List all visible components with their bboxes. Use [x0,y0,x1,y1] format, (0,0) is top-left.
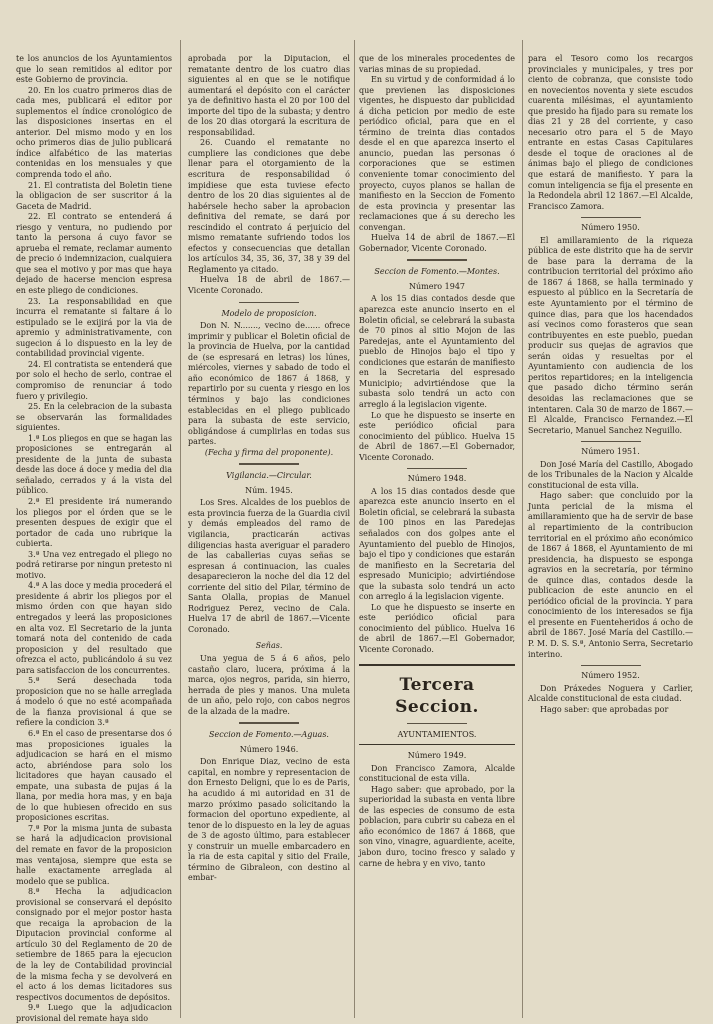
paragraph: Don José María del Castillo, Abogado de los Tribunales de la Nacion y Alcalde constitucional de esta villa. [528,459,693,490]
model-title: Modelo de proposicion. [221,308,317,318]
column-3 [359,54,515,1014]
paragraph: 1.ª Los pliegos en que se hagan las proposiciones se entregarán al presidente de la junta de subasta desde las doce á doce y media del dia señalado, cerrados y á la vista del público. [16,433,172,496]
paragraph: 23. La responsabilidad en que incurra el rematante si faltare á lo estipulado se le exijirá por la via de apremio y administrativamente, con sugecion á lo dispuesto en la ley de contabilidad provincial vigente. [16,296,172,359]
section-heading: Seccion de Fomento.—Montes. [374,267,500,277]
paragraph: Don Práxedes Noguera y Carlier, Alcalde constitucional de esta ciudad. [528,683,693,704]
signature: Huelva 14 de abril de 1867.—El Gobernador, Vicente Coronado. [359,233,515,253]
paragraph: 9.ª Luego que la adjudicacion provisional del remate haya sido [16,1003,172,1023]
paragraph: 24. El contratista se entenderá que por solo el hecho de serlo, contrae el compromiso de renunciar á todo fuero y privilegio. [16,359,172,401]
paragraph: 5.ª Será desechada toda proposicion que no se halle arreglada á modelo ó que no esté acompañada de la fianza provisional á que se refiere la condicion 3.ª [16,676,172,728]
section-banner [359,664,515,746]
paragraph: Don Enrique Diaz, vecino de esta capital, en nombre y representacion de don Ernesto Deligni, que lo es de Paris, ha acudido á mi autoridad en 31 de marzo próximo pasado solicitando la formacion del oportuno expediente, al tenor de lo dispuesto en la ley de aguas de 3 de agosto último, para establecer y construir un muelle embarcadero en la ria de esta capital y sitio del Fraile, término de Gibraleon, con destino al embar- [188,757,350,883]
divider [581,441,641,442]
paragraph: que de los minerales procedentes de varias minas de su propiedad. [359,54,515,74]
paragraph: Lo que he dispuesto se inserte en este periódico oficial para conocimiento del público. Huelva 16 de abril de 1867.—El Gobernador, Vicente Coronado. [359,602,515,654]
notice-number: Número 1949. [407,751,467,761]
section-heading: Vigilancia.—Circular. [226,471,312,481]
paragraph: El amillaramiento de la riqueza pública de este distrito que ha de servir de base para la derrama de la contribucion territorial del próximo año de 1867 á 1868, se halla terminado y espuesto al público en la Secretaría de este Ayuntamiento por el término de quince dias, para que los hacendados así vecinos como forasteros que sean contribuyentes en este pueblo, puedan producir sus quejas de agravios que serán oidas y resueltas por el Ayuntamiento con audiencia de los peritos repartidores; en la inteligencia que pasado dicho término serán desoidas las reclamaciones que se intentaren. Cala 30 de marzo de 1867.—El Alcalde, Francisco Fernandez.—El Secretario, Manuel Sanchez Neguillo. [528,235,693,435]
divider [407,259,467,261]
notice-number: Núm. 1945. [245,485,293,495]
paragraph: En su virtud y de conformidad á lo que previenen las disposiciones vigentes, he dispuesto dar publicidad á dicha peticion por medio de este periódico oficial, para que en el término de treinta dias contados desde el en que aparezca inserto el anuncio, puedan las personas ó corporaciones que se estimen conveniente tomar conocimiento del proyecto, cuyos planos se hallan de manifiesto en la Seccion de Fomento de esta provincia y presentar las reclamaciones que á su derecho les convengan. [359,75,515,232]
signature: Huelva 18 de abril de 1867.—Vicente Coronado. [188,275,350,296]
senas-title: Señas. [255,641,283,651]
paragraph: Hago saber: que aprobado, por la superioridad la subasta en venta libre de las especies de consumo de esta poblacion, para cubrir su cabeza en el año económico de 1867 á 1868, que son vino, vinagre, aguardiente, aceite, jabon duro, tocino fresco y salado y carne de hebra y en vivo, tanto [359,784,515,868]
notice-number: Número 1952. [581,671,640,681]
paragraph: Los Sres. Alcaldes de los pueblos de esta provincia fuerza de la Guardia civil y demás empleados del ramo de vigilancia, practicarán activas diligencias hasta averiguar el paradero de las caballerias cuyas señas se espresan á continuacion, las cuales desaparecieron la noche del dia 12 del corriente del sitio del Pilar, término de Santa Olalla, propias de Manuel Rodriguez Perez, vecino de Cala. Huelva 17 de abril de 1867.—Vicente Coronado. [188,498,350,634]
divider [239,302,299,303]
paragraph: A los 15 dias contados desde que aparezca este anuncio inserto en el Boletin oficial, se celebrará la subasta de 100 pinos en las Paredejas señalados con dos golpes ante el Ayuntamiento del pueblo de Hinojos, bajo el tipo y condiciones que estarán de manifiesto en la Secretaria del espresado Municipio; advirtiéndose que la subasta solo tendrá un acto con arreglo á la legislacion vigente. [359,486,515,602]
column-rule [522,40,523,1018]
paragraph: Una yegua de 5 á 6 años, pelo castaño claro, lucera, próxima á la marca, ojos negros, parida, sin hierro, herrada de pies y manos. Una muleta de un año, pelo rojo, con cabos negros de la alzada de la madre. [188,653,350,716]
divider [239,463,299,465]
paragraph: te los anuncios de los Ayuntamientos que lo sean remitidos al editor por este Gobierno de provincia. [16,54,172,85]
paragraph: 8.ª Hecha la adjudicacion provisional se conservará el depósito consignado por el mejor postor hasta que recaiga la aprobacion de la Diputacion provincial conforme al artículo 30 del Reglamento de 20 de setiembre de 1865 para la ejecucion de la ley de Contabilidad provincial de la misma fecha y se devolverá en el acto á los demas licitadores sus respectivos documentos de depósitos. [16,887,172,1002]
paragraph: 3.ª Una vez entregado el pliego no podrá retirarse por ningun pretesto ni motivo. [16,549,172,580]
paragraph: 4.ª A las doce y media procederá el presidente á abrir los pliegos por el mismo órden con que hayan sido entregados y leerá las proposiciones en alta voz. El Secretario de la junta tomará nota del contenido de cada proposicion y del resultado que ofrezca el acto, publicándolo á su vez para satisfaccion de los concurrentes. [16,581,172,675]
paragraph: 20. En los cuatro primeros dias de cada mes, publicará el editor por suplementos el índice cronológico de las disposiciones insertas en el anterior. Del mismo modo y en los ocho primeros dias de julio publicará índice alfabético de las materias contenidas en los mensuales y que comprenda todo el año. [16,85,172,180]
ayuntamientos-title: AYUNTAMIENTOS. [397,729,477,739]
paragraph: aprobada por la Diputacion, el rematante dentro de los cuatro dias siguientes al en que se le notifique aumentará el depósito con el carácter ya de definitivo hasta el 20 por 100 del importe del tipo de la subasta; y dentro de los 20 dias otorgará la escritura de responsabilidad. [188,54,350,137]
paragraph: A los 15 dias contados desde que aparezca este anuncio inserto en el Boletin oficial, se celebrará la subasta de 70 pinos al sitio Mojon de las Paredejas, ante el Ayuntamiento del pueblo de Hinojos bajo el tipo y condiciones que estarán de manifiesto en la Secretaria del espresado Municipio; advirtiéndose que la subasta solo tendrá un acto con arreglo á la legislacion vigente. [359,294,515,409]
notice-number: Número 1950. [581,223,640,233]
notice-number: Número 1947 [408,281,465,291]
divider [407,468,467,469]
paragraph: para el Tesoro como los recargos provinciales y municipales, y tres por ciento de cobranza, que consiste todo en novecientos noventa y siete escudos cuarenta milésimas, el ayuntamiento que presido ha fijado para su remate los dias 21 y 28 del corriente, y caso necesario otro para el 5 de Mayo entrante en estas Casas Capitulares desde el toque de oraciones al de ánimas bajo el pliego de condiciones que estará de manifiesto. Y para la comun inteligencia se fija el presente en la Redondela abril 12 1867.—El Alcalde, Francisco Zamora. [528,54,693,211]
paragraph: 2.ª El presidente irá numerando los pliegos por el órden que se le presenten despues de exigir que el portador de cada uno rubrique la cubierta. [16,496,172,549]
column-rule [354,40,355,1018]
paragraph: 25. En la celebracion de la subasta se observarán las formalidades siguientes. [16,402,172,433]
column-1 [16,54,172,1023]
column-2 [188,54,350,1014]
divider [581,665,641,666]
notice-number: Número 1951. [581,447,640,457]
paragraph: 6.ª En el caso de presentarse dos ó mas proposiciones iguales la adjudicacion se hará en el mismo acto, abriéndose para solo los licitadores que hayan causado el empate, una subasta de pujas á la llana, por media hora mas, y en baja de lo que hubiesen ofrecido en sus proposiciones escritas. [16,729,172,823]
paragraph: 7.ª Por la misma junta de subasta se hará la adjudicacion provisional del remate en favor de la proposicion mas ventajosa, siempre que esta se halle exactamente arreglada al modelo que se publica. [16,823,172,886]
paragraph: Don N. N......., vecino de...... ofrece imprimir y publicar el Boletin oficial de la provincia de Huelva, por la cantidad de (se espresará en letras) los lúnes, miércoles, viernes y sabado de todo el año económico de 1867 á 1868, y repartirlo por su cuenta y riesgo en los términos y bajo las condiciones establecidas en el pliego publicado para la subasta de este servicio, obligándose á cumplirlas en todas sus partes. [188,321,350,447]
divider [407,723,467,724]
column-rule [180,40,181,1018]
section-title: Tercera Seccion. [395,674,479,717]
notice-number: Número 1946. [239,744,299,754]
paragraph: 21. El contratista del Boletin tiene la obligacion de ser suscritor á la Gaceta de Madrid. [16,180,172,211]
section-heading: Seccion de Fomento.—Aguas. [209,730,329,740]
paragraph: 26. Cuando el rematante no cumpliere las condiciones que debe llenar para el otorgamiento de la escritura de responsabilidad ó impidiese que esta tuviese efecto dentro de los 20 dias siguientes al de habérsele hecho saber la aprobacion definitiva del remate, se dará por rescindido el contrato á perjuicio del mismo rematante sufriendo todos los efectos y consecuencias que detallan los artículos 34, 35, 36, 37, 38 y 39 del Reglamento ya citado. [188,138,350,274]
paragraph: Don Francisco Zamora, Alcalde constitucional de esta villa. [359,763,515,784]
notice-number: Número 1948. [407,474,467,484]
paragraph: Lo que he dispuesto se inserte en este periódico oficial para conocimiento del público. Huelva 15 de Abril de 1867.—El Gobernador, Vicente Coronado. [359,410,515,462]
model-signature: (Fecha y firma del proponente). [204,447,334,457]
paragraph: 22. El contrato se entenderá á riesgo y ventura, no pudiendo por tanto la persona á cuyo favor se aprueba el remate, reclamar aumento de precio ó indemnizacion, cualquiera que sea el motivo y por mas que haya dejado de hacerse mencion espresa en este pliego de condiciones. [16,212,172,296]
paragraph: Hago saber: que aprobadas por [540,704,669,714]
paragraph: Hago saber: que concluido por la Junta pericial de la misma el amillaramiento que ha de servir de base al repartimiento de la contribucion territorial en el próximo año económico de 1867 á 1868, el Ayuntamiento de mi presidencia, ha dispuesto se esponga agravios en la secretaría, por término de quince dias, contados desde la publicacion de este anuncio en el periódico oficial de la provincia. Y para conocimiento de los interesados se fija el presente en Fuenteheridos á ocho de abril de 1867. José María del Castillo.—P. M. D. S. S.ª, Antonio Serra, Secretario interino. [528,491,693,659]
divider [581,217,641,218]
column-4 [528,54,693,1014]
divider [239,722,299,724]
